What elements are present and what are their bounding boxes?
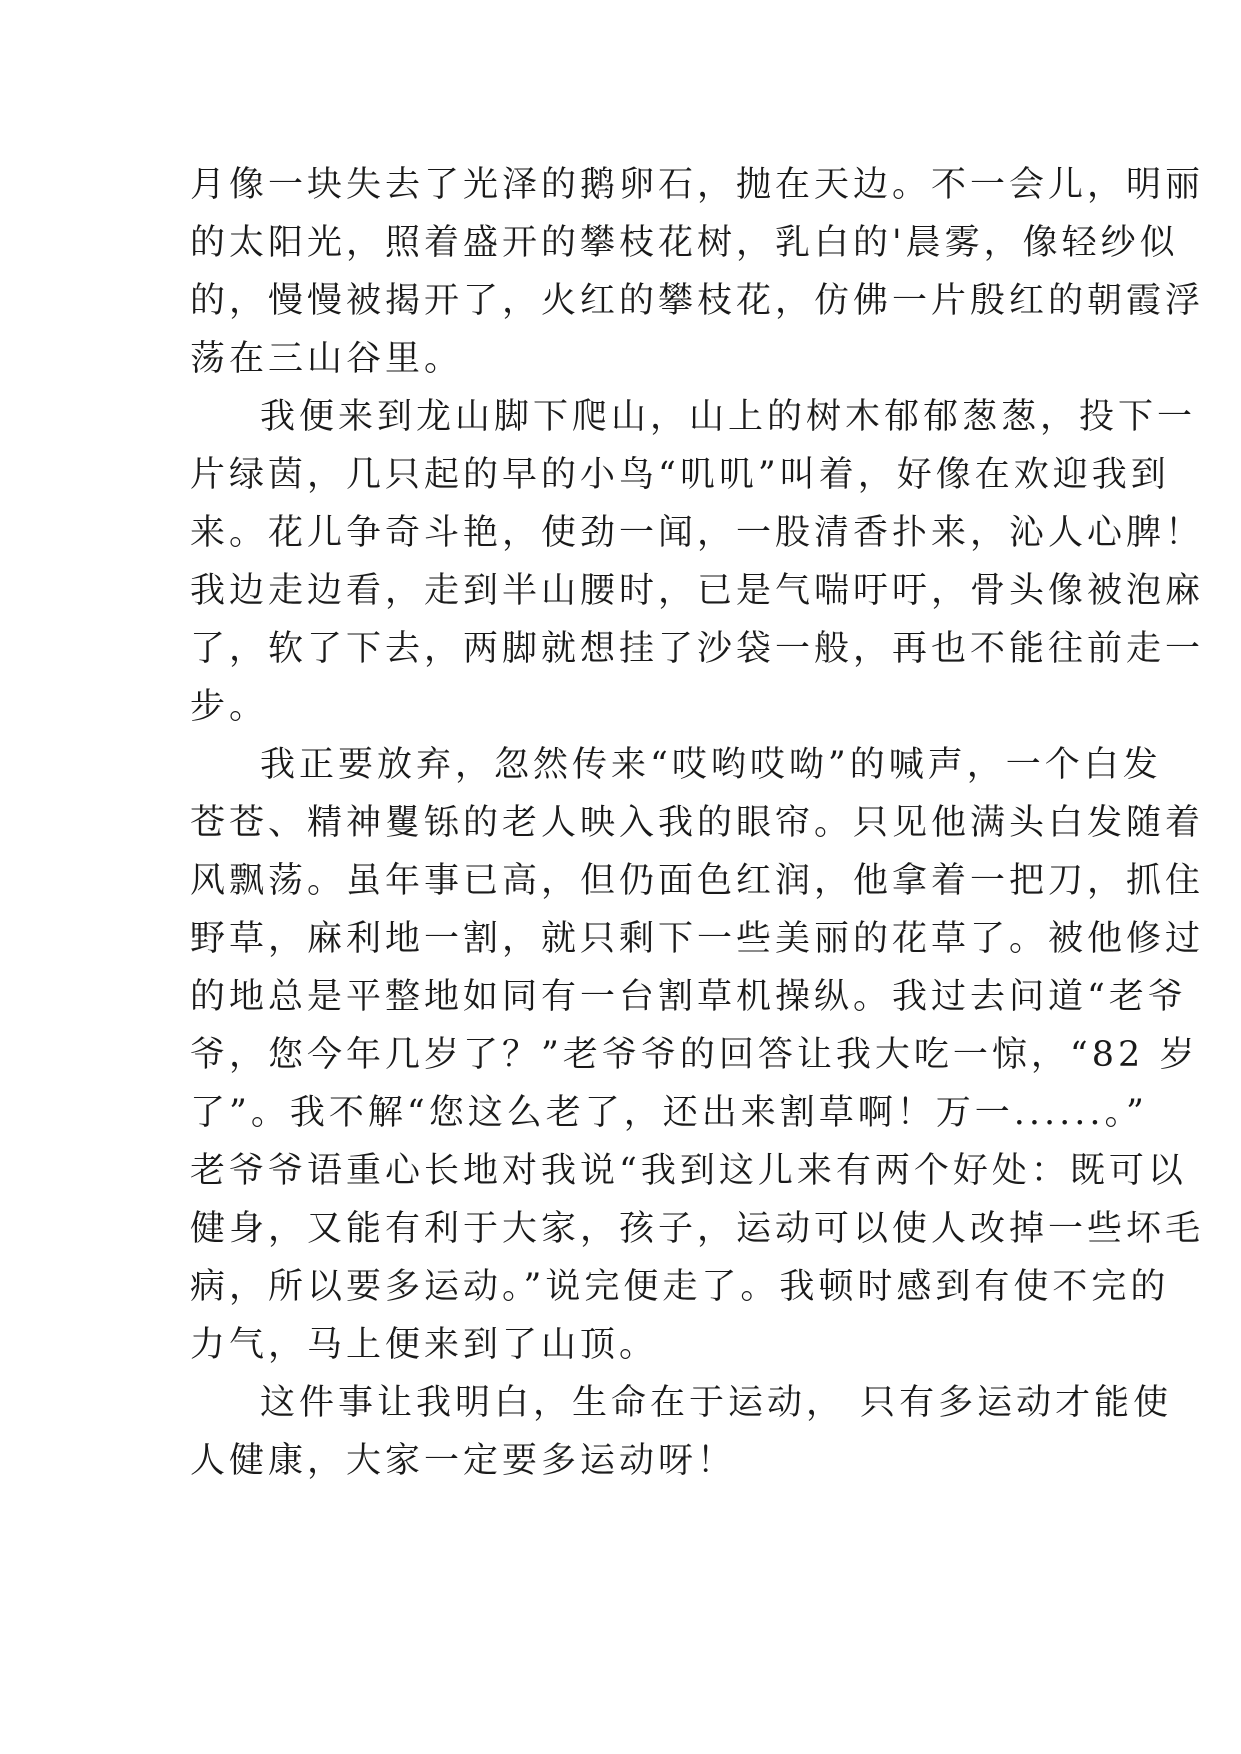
text-line: 来。花儿争奇斗艳，使劲一闻，一股清香扑来，沁人心脾！ [190, 513, 1205, 553]
text-line: 月像一块失去了光泽的鹅卵石，抛在天边。不一会儿，明丽 [190, 165, 1205, 205]
text-line: 了”。我不解“您这么老了，还出来割草啊！万一......。” [190, 1093, 1148, 1133]
paragraph-first-line: 这件事让我明白，生命在于运动， 只有多运动才能使 [260, 1383, 1173, 1423]
text-line: 人健康，大家一定要多运动呀！ [190, 1441, 737, 1481]
text-line: 步。 [190, 687, 269, 727]
text-line: 爷，您今年几岁了？”老爷爷的回答让我大吃一惊，“82 岁 [190, 1035, 1199, 1075]
text-line: 苍苍、精神矍铄的老人映入我的眼帘。只见他满头白发随着 [190, 803, 1205, 843]
paragraph-first-line: 我正要放弃，忽然传来“哎哟哎呦”的喊声，一个白发 [260, 745, 1162, 785]
text-line: 荡在三山谷里。 [190, 339, 464, 379]
text-line: 的，慢慢被揭开了，火红的攀枝花，仿佛一片殷红的朝霞浮 [190, 281, 1205, 321]
text-line: 的太阳光，照着盛开的攀枝花树，乳白的'晨雾，像轻纱似 [190, 223, 1179, 263]
text-line: 的地总是平整地如同有一台割草机操纵。我过去问道“老爷 [190, 977, 1187, 1017]
text-line: 病，所以要多运动。”说完便走了。我顿时感到有使不完的 [190, 1267, 1170, 1307]
article-body [190, 156, 1205, 1490]
text-line: 我边走边看，走到半山腰时，已是气喘吁吁，骨头像被泡麻 [190, 571, 1205, 611]
text-line: 风飘荡。虽年事已高，但仍面色红润，他拿着一把刀，抓住 [190, 861, 1205, 901]
text-line: 了，软了下去，两脚就想挂了沙袋一般，再也不能往前走一 [190, 629, 1205, 669]
text-line: 力气，马上便来到了山顶。 [190, 1325, 659, 1365]
text-line: 老爷爷语重心长地对我说“我到这儿来有两个好处：既可以 [190, 1151, 1187, 1191]
text-line: 野草，麻利地一割，就只剩下一些美丽的花草了。被他修过 [190, 919, 1205, 959]
text-line: 健身，又能有利于大家，孩子，运动可以使人改掉一些坏毛 [190, 1209, 1205, 1249]
text-line: 片绿茵，几只起的早的小鸟“叽叽”叫着，好像在欢迎我到 [190, 455, 1170, 495]
paragraph-first-line: 我便来到龙山脚下爬山，山上的树木郁郁葱葱，投下一 [260, 397, 1197, 437]
